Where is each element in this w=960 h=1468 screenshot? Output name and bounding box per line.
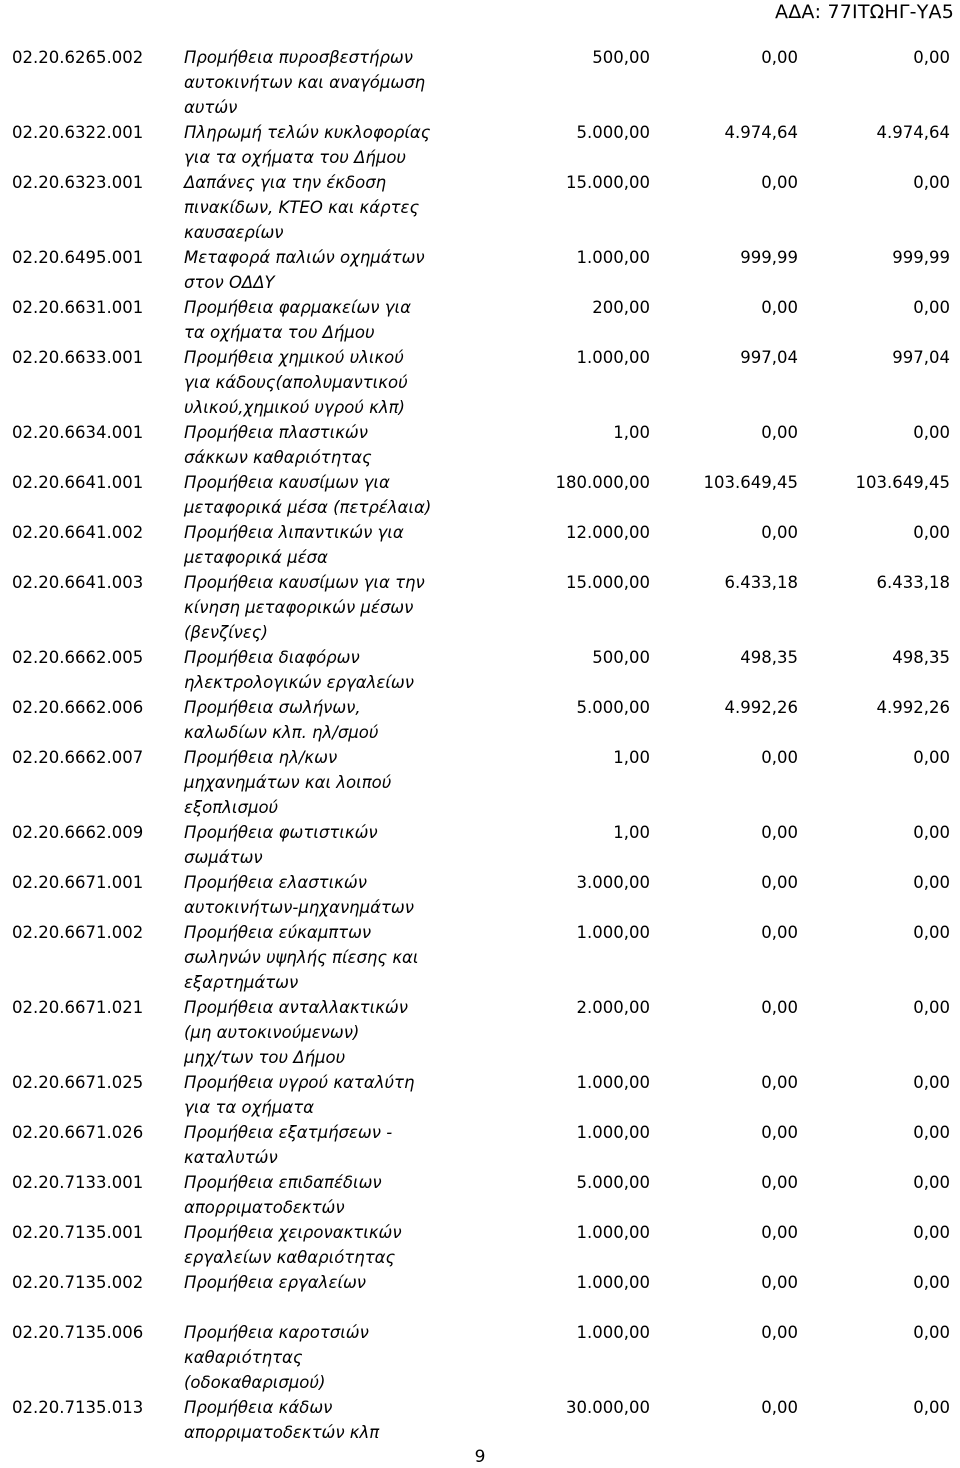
item-description <box>184 170 484 245</box>
amount-committed: 0,00 <box>761 523 798 542</box>
budget-code: 02.20.6631.001 <box>12 298 144 317</box>
description-line: Προμήθεια σωλήνων, <box>184 698 361 717</box>
item-description <box>184 695 484 745</box>
budget-code: 02.20.7135.001 <box>12 1223 144 1242</box>
budget-code: 02.20.6671.021 <box>12 998 144 1017</box>
budget-code: 02.20.6671.002 <box>12 923 144 942</box>
amount-budgeted: 1.000,00 <box>576 1123 650 1142</box>
item-description <box>184 520 484 570</box>
description-line: εξοπλισμού <box>184 798 279 817</box>
budget-code: 02.20.7135.002 <box>12 1273 144 1292</box>
description-line: απορριματοδεκτών κλπ <box>184 1423 380 1442</box>
amount-budgeted: 500,00 <box>592 648 650 667</box>
description-line: αυτοκινήτων και αναγόμωση <box>184 73 426 92</box>
item-description <box>184 645 484 695</box>
description-line: μεταφορικά μέσα (πετρέλαια) <box>184 498 432 517</box>
amount-budgeted: 500,00 <box>592 48 650 67</box>
amount-committed: 0,00 <box>761 1123 798 1142</box>
amount-committed: 0,00 <box>761 1273 798 1292</box>
amount-committed: 0,00 <box>761 173 798 192</box>
item-description <box>184 1170 484 1220</box>
amount-budgeted: 1.000,00 <box>576 348 650 367</box>
item-description <box>184 295 484 345</box>
description-line: μηχ/των του Δήμου <box>184 1048 346 1067</box>
amount-budgeted: 12.000,00 <box>566 523 650 542</box>
description-line: για τα οχήματα <box>184 1098 315 1117</box>
description-line: Προμήθεια πυροσβεστήρων <box>184 48 413 67</box>
description-line: σάκκων καθαριότητας <box>184 448 372 467</box>
item-description <box>184 45 484 120</box>
description-line: υλικού,χημικού υγρού κλπ) <box>184 398 405 417</box>
amount-budgeted: 5.000,00 <box>576 1173 650 1192</box>
budget-code: 02.20.6633.001 <box>12 348 144 367</box>
item-description <box>184 470 484 520</box>
description-line: πινακίδων, ΚΤΕΟ και κάρτες <box>184 198 420 217</box>
item-description <box>184 570 484 645</box>
ada-identifier: ΑΔΑ: 77ΙΤΩΗΓ-ΥΑ5 <box>775 1 954 23</box>
item-description <box>184 245 484 295</box>
amount-committed: 0,00 <box>761 1073 798 1092</box>
description-line: (βενζίνες) <box>184 623 268 642</box>
item-description <box>184 345 484 420</box>
description-line: εξαρτημάτων <box>184 973 299 992</box>
description-line: (μη αυτοκινούμενων) <box>184 1023 360 1042</box>
page-number: 9 <box>474 1447 486 1467</box>
amount-committed: 0,00 <box>761 298 798 317</box>
budget-code: 02.20.6634.001 <box>12 423 144 442</box>
budget-code: 02.20.6641.002 <box>12 523 144 542</box>
description-line: αυτοκινήτων-μηχανημάτων <box>184 898 414 917</box>
description-line: Προμήθεια ηλ/κων <box>184 748 338 767</box>
amount-paid: 0,00 <box>913 1398 950 1417</box>
amount-paid: 0,00 <box>913 873 950 892</box>
budget-code: 02.20.6265.002 <box>12 48 144 67</box>
budget-code: 02.20.6322.001 <box>12 123 144 142</box>
amount-paid: 997,04 <box>892 348 950 367</box>
amount-budgeted: 15.000,00 <box>566 173 650 192</box>
budget-code: 02.20.6671.025 <box>12 1073 144 1092</box>
amount-budgeted: 1,00 <box>613 823 650 842</box>
amount-paid: 0,00 <box>913 748 950 767</box>
amount-paid: 0,00 <box>913 423 950 442</box>
amount-paid: 0,00 <box>913 998 950 1017</box>
amount-paid: 0,00 <box>913 1073 950 1092</box>
item-description <box>184 1270 484 1295</box>
amount-budgeted: 1.000,00 <box>576 1073 650 1092</box>
budget-code: 02.20.6323.001 <box>12 173 144 192</box>
description-line: μεταφορικά μέσα <box>184 548 328 567</box>
item-description <box>184 120 484 170</box>
description-line: εργαλείων καθαριότητας <box>184 1248 396 1267</box>
description-line: Προμήθεια κάδων <box>184 1398 333 1417</box>
description-line: Προμήθεια χειρονακτικών <box>184 1223 402 1242</box>
description-line: αυτών <box>184 98 238 117</box>
item-description <box>184 1070 484 1120</box>
item-description <box>184 1395 484 1445</box>
budget-code: 02.20.6671.026 <box>12 1123 144 1142</box>
amount-budgeted: 180.000,00 <box>555 473 650 492</box>
item-description <box>184 870 484 920</box>
description-line: καθαριότητας <box>184 1348 303 1367</box>
amount-paid: 4.974,64 <box>876 123 950 142</box>
description-line: Προμήθεια χημικού υλικού <box>184 348 404 367</box>
item-description <box>184 420 484 470</box>
amount-committed: 0,00 <box>761 48 798 67</box>
description-line: ηλεκτρολογικών εργαλείων <box>184 673 414 692</box>
description-line: Προμήθεια φαρμακείων για <box>184 298 411 317</box>
description-line: στον ΟΔΔΥ <box>184 273 275 292</box>
budget-code: 02.20.7133.001 <box>12 1173 144 1192</box>
amount-paid: 6.433,18 <box>876 573 950 592</box>
amount-paid: 103.649,45 <box>855 473 950 492</box>
description-line: Προμήθεια διαφόρων <box>184 648 360 667</box>
amount-committed: 0,00 <box>761 823 798 842</box>
description-line: Μεταφορά παλιών οχημάτων <box>184 248 425 267</box>
amount-budgeted: 30.000,00 <box>566 1398 650 1417</box>
amount-paid: 0,00 <box>913 923 950 942</box>
description-line: μηχανημάτων και λοιπού <box>184 773 392 792</box>
description-line: τα οχήματα του Δήμου <box>184 323 375 342</box>
budget-code: 02.20.6662.009 <box>12 823 144 842</box>
item-description <box>184 920 484 995</box>
amount-paid: 0,00 <box>913 1273 950 1292</box>
amount-paid: 0,00 <box>913 173 950 192</box>
description-line: Προμήθεια καυσίμων για την <box>184 573 425 592</box>
amount-paid: 0,00 <box>913 1323 950 1342</box>
item-description <box>184 1220 484 1270</box>
description-line: καυσαερίων <box>184 223 284 242</box>
description-line: Δαπάνες για την έκδοση <box>184 173 387 192</box>
amount-committed: 0,00 <box>761 1323 798 1342</box>
amount-budgeted: 200,00 <box>592 298 650 317</box>
item-description <box>184 1320 484 1395</box>
budget-code: 02.20.6662.005 <box>12 648 144 667</box>
amount-budgeted: 5.000,00 <box>576 123 650 142</box>
budget-code: 02.20.6495.001 <box>12 248 144 267</box>
item-description <box>184 745 484 820</box>
description-line: σωμάτων <box>184 848 263 867</box>
budget-code: 02.20.6662.006 <box>12 698 144 717</box>
budget-code: 02.20.7135.013 <box>12 1398 144 1417</box>
amount-committed: 0,00 <box>761 1398 798 1417</box>
amount-budgeted: 1,00 <box>613 748 650 767</box>
amount-committed: 999,99 <box>740 248 798 267</box>
amount-committed: 4.974,64 <box>724 123 798 142</box>
budget-code: 02.20.6662.007 <box>12 748 144 767</box>
amount-committed: 0,00 <box>761 423 798 442</box>
description-line: για κάδους(απολυμαντικού <box>184 373 408 392</box>
amount-paid: 0,00 <box>913 1173 950 1192</box>
amount-budgeted: 1.000,00 <box>576 248 650 267</box>
amount-committed: 498,35 <box>740 648 798 667</box>
description-line: Προμήθεια ανταλλακτικών <box>184 998 408 1017</box>
amount-committed: 0,00 <box>761 923 798 942</box>
description-line: για τα οχήματα του Δήμου <box>184 148 406 167</box>
item-description <box>184 995 484 1070</box>
amount-budgeted: 1.000,00 <box>576 1323 650 1342</box>
description-line: καλωδίων κλπ. ηλ/σμού <box>184 723 379 742</box>
amount-committed: 997,04 <box>740 348 798 367</box>
amount-budgeted: 1.000,00 <box>576 923 650 942</box>
amount-committed: 0,00 <box>761 1173 798 1192</box>
amount-committed: 0,00 <box>761 1223 798 1242</box>
amount-paid: 498,35 <box>892 648 950 667</box>
amount-paid: 0,00 <box>913 823 950 842</box>
description-line: Προμήθεια φωτιστικών <box>184 823 378 842</box>
description-line: Προμήθεια εύκαμπτων <box>184 923 372 942</box>
amount-committed: 103.649,45 <box>703 473 798 492</box>
description-line: Προμήθεια επιδαπέδιων <box>184 1173 382 1192</box>
budget-code: 02.20.6641.001 <box>12 473 144 492</box>
amount-committed: 4.992,26 <box>724 698 798 717</box>
amount-paid: 4.992,26 <box>876 698 950 717</box>
amount-paid: 0,00 <box>913 523 950 542</box>
amount-budgeted: 1.000,00 <box>576 1223 650 1242</box>
budget-code: 02.20.6641.003 <box>12 573 144 592</box>
amount-paid: 0,00 <box>913 1223 950 1242</box>
description-line: Προμήθεια εργαλείων <box>184 1273 366 1292</box>
amount-paid: 0,00 <box>913 48 950 67</box>
item-description <box>184 1120 484 1170</box>
description-line: Προμήθεια λιπαντικών για <box>184 523 404 542</box>
amount-paid: 0,00 <box>913 298 950 317</box>
amount-budgeted: 3.000,00 <box>576 873 650 892</box>
amount-committed: 6.433,18 <box>724 573 798 592</box>
amount-committed: 0,00 <box>761 998 798 1017</box>
description-line: (οδοκαθαρισμού) <box>184 1373 326 1392</box>
description-line: Προμήθεια πλαστικών <box>184 423 368 442</box>
description-line: Προμήθεια ελαστικών <box>184 873 367 892</box>
budget-code: 02.20.6671.001 <box>12 873 144 892</box>
description-line: Προμήθεια υγρού καταλύτη <box>184 1073 415 1092</box>
amount-paid: 0,00 <box>913 1123 950 1142</box>
amount-budgeted: 1.000,00 <box>576 1273 650 1292</box>
amount-budgeted: 2.000,00 <box>576 998 650 1017</box>
item-description <box>184 820 484 870</box>
amount-committed: 0,00 <box>761 873 798 892</box>
amount-budgeted: 1,00 <box>613 423 650 442</box>
description-line: κίνηση μεταφορικών μέσων <box>184 598 414 617</box>
amount-budgeted: 15.000,00 <box>566 573 650 592</box>
description-line: Προμήθεια καροτσιών <box>184 1323 369 1342</box>
amount-paid: 999,99 <box>892 248 950 267</box>
amount-committed: 0,00 <box>761 748 798 767</box>
amount-budgeted: 5.000,00 <box>576 698 650 717</box>
description-line: Πληρωμή τελών κυκλοφορίας <box>184 123 431 142</box>
description-line: καταλυτών <box>184 1148 278 1167</box>
description-line: Προμήθεια καυσίμων για <box>184 473 390 492</box>
budget-code: 02.20.7135.006 <box>12 1323 144 1342</box>
description-line: Προμήθεια εξατμήσεων - <box>184 1123 393 1142</box>
description-line: σωληνών υψηλής πίεσης και <box>184 948 419 967</box>
description-line: απορριματοδεκτών <box>184 1198 345 1217</box>
